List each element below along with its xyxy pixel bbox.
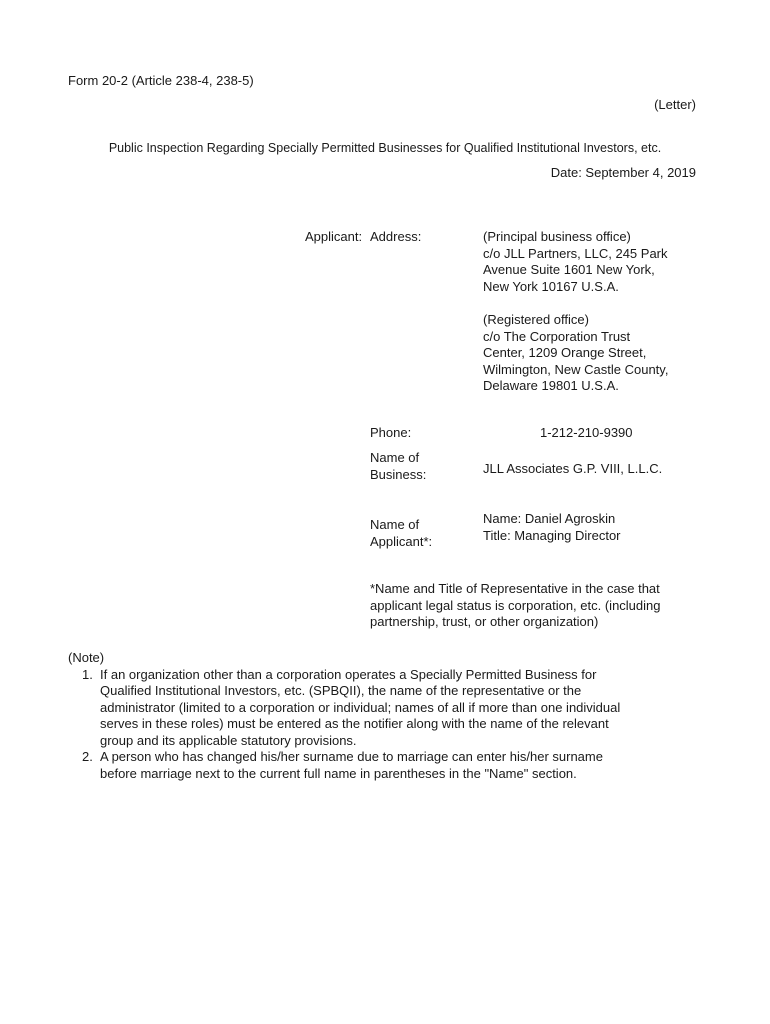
label-line: Name of [370, 517, 420, 532]
note-item [68, 749, 620, 782]
applicant-name-value [483, 511, 621, 544]
note-number: 1. [82, 666, 93, 682]
note-line: If an organization other than a corporation operates a Specially Permitted Business for [100, 666, 597, 682]
title-line: Title: Managing Director [483, 527, 621, 543]
note-line: administrator (limited to a corporation or individual; names of all if more than one individual [100, 699, 621, 715]
footnote-line: *Name and Title of Representative in the case that [370, 581, 660, 596]
note-line: A person who has changed his/her surname due to marriage can enter his/her surname [100, 749, 603, 764]
footnote-line: applicant legal status is corporation, etc. (including [370, 597, 661, 613]
business-name-label [370, 450, 426, 483]
note-line: Qualified Institutional Investors, etc. (SPBQII), the name of the representative or the [100, 683, 582, 698]
address-line: c/o The Corporation Trust [483, 328, 631, 344]
phone-label: Phone: [370, 425, 412, 440]
phone-value: 1-212-210-9390 [540, 425, 633, 440]
principal-office-address [483, 229, 668, 295]
applicant-name-label [370, 517, 432, 550]
address-line: c/o JLL Partners, LLC, 245 Park [483, 245, 668, 261]
note-line: group and its applicable statutory provisions. [100, 732, 357, 748]
address-line: Avenue Suite 1601 New York, [483, 262, 655, 277]
note-number: 2. [82, 749, 93, 764]
name-line: Name: Daniel Agroskin [483, 511, 616, 526]
address-line: (Principal business office) [483, 229, 631, 244]
note-line: before marriage next to the current full name in parentheses in the "Name" section. [100, 765, 577, 781]
label-line: Applicant*: [370, 533, 433, 549]
address-line: Delaware 19801 U.S.A. [483, 378, 619, 393]
letter-label: (Letter) [654, 97, 696, 112]
note-item [68, 667, 620, 750]
address-line: Center, 1209 Orange Street, [483, 345, 647, 360]
address-label: Address: [370, 229, 422, 244]
registered-office-address [483, 312, 668, 395]
representative-footnote [370, 581, 661, 631]
document-date: Date: September 4, 2019 [550, 165, 696, 180]
address-line: (Registered office) [483, 312, 589, 327]
applicant-label: Applicant: [305, 229, 363, 244]
address-line: New York 10167 U.S.A. [483, 278, 619, 294]
form-reference: Form 20-2 (Article 238-4, 238-5) [68, 73, 254, 88]
address-line: Wilmington, New Castle County, [483, 361, 669, 377]
label-line: Business: [370, 466, 427, 482]
note-line: serves in these roles) must be entered as the notifier along with the name of the relevant [100, 716, 609, 731]
document-title: Public Inspection Regarding Specially Permitted Businesses for Qualified Institutional Investors, etc. [108, 141, 662, 155]
footnote-line: partnership, trust, or other organization) [370, 614, 599, 629]
business-name-value: JLL Associates G.P. VIII, L.L.C. [483, 461, 663, 476]
label-line: Name of [370, 450, 420, 465]
notes-section [68, 650, 620, 782]
notes-heading: (Note) [68, 650, 105, 665]
